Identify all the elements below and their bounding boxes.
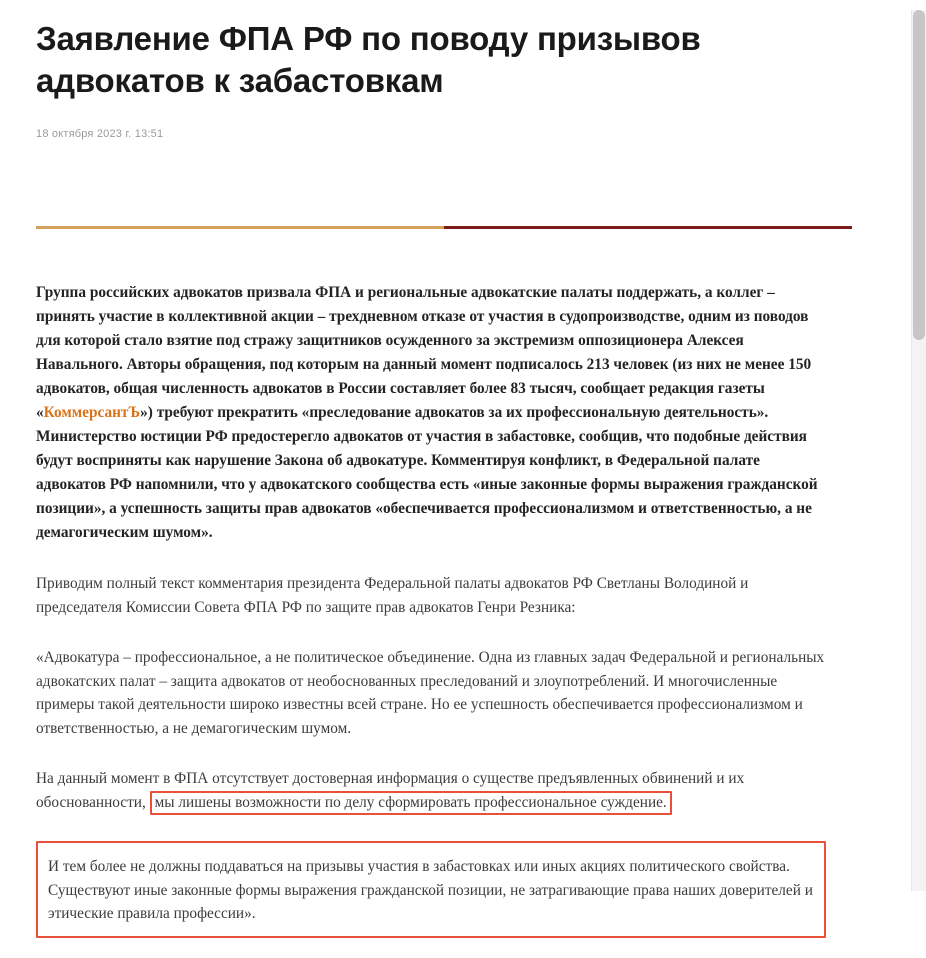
publish-date: 18 октября 2023 г. 13:51 bbox=[36, 128, 164, 140]
lead-text-part-1: Группа российских адвокатов призвала ФПА и региональные адвокатские палаты поддержать, а коллег – принять участие в коллективной акции – трехдневном отказе от участия в судопроизводстве, одним из поводов для которой стало взятие под стражу защитников осужденного за экстремизм оппозиционера Алексея Навального. Авторы обращения, под которым на данный момент подписалось 213 человек (из них не менее 150 адвокатов, общая численность адвокатов в России составляет более 83 тысяч, сообщает редакция газеты « bbox=[36, 284, 812, 421]
scrollbar-thumb[interactable] bbox=[913, 10, 925, 340]
kommersant-link[interactable]: КоммерсантЪ bbox=[43, 404, 141, 421]
page-title: Заявление ФПА РФ по поводу призывов адвокатов к забастовкам bbox=[36, 20, 701, 99]
lead-text-part-2: ») требуют прекратить «преследование адвокатов за их профессиональную деятельность». Министерство юстиции РФ предостерегло адвокатов от участия в забастовке, сообщив, что подобные действия будут восприняты как нарушение Закона об адвокатуре. Комментируя конфликт, в Федеральной палате адвокатов РФ напомнили, что у адвокатского сообщества есть «иные законные формы выражения гражданской позиции», а успешность защиты прав адвокатов «обеспечивается профессионализмом и ответственностью, а не демагогическим шумом». bbox=[36, 404, 818, 541]
article-body bbox=[36, 281, 826, 938]
lead-paragraph bbox=[36, 281, 826, 545]
page-scrollbar[interactable] bbox=[911, 10, 926, 891]
article-page bbox=[0, 10, 926, 938]
section-divider bbox=[36, 226, 852, 229]
intro-paragraph: Приводим полный текст комментария президента Федеральной палаты адвокатов РФ Светланы Володиной и председателя Комиссии Совета ФПА РФ по защите прав адвокатов Генри Резника: bbox=[36, 575, 749, 616]
quote-paragraph-3: И тем более не должны поддаваться на призывы участия в забастовках или иных акциях политического свойства. Существуют иные законные формы выражения гражданской позиции, не затрагивающие права наших доверителей и этические правила профессии». bbox=[48, 858, 813, 922]
block-highlight-annotation bbox=[36, 841, 826, 938]
quote-paragraph-1: «Адвокатура – профессиональное, а не политическое объединение. Одна из главных задач Федеральной и региональных адвокатских палат – защита адвокатов от необоснованных преследований и злоупотреблений. И многочисленные примеры такой деятельности широко известны всей стране. Но ее успешность обеспечивается профессионализмом и ответственностью, а не демагогическим шумом. bbox=[36, 649, 825, 737]
divider-right-segment bbox=[444, 226, 852, 229]
inline-highlight-annotation: мы лишены возможности по делу сформировать профессиональное суждение. bbox=[150, 791, 672, 815]
divider-left-segment bbox=[36, 226, 444, 229]
quote-2-plain-text: На данный момент в ФПА отсутствует достоверная информация о существе предъявленных обвинений и их обоснованности, bbox=[36, 770, 745, 811]
quote-paragraph-2 bbox=[36, 767, 826, 814]
